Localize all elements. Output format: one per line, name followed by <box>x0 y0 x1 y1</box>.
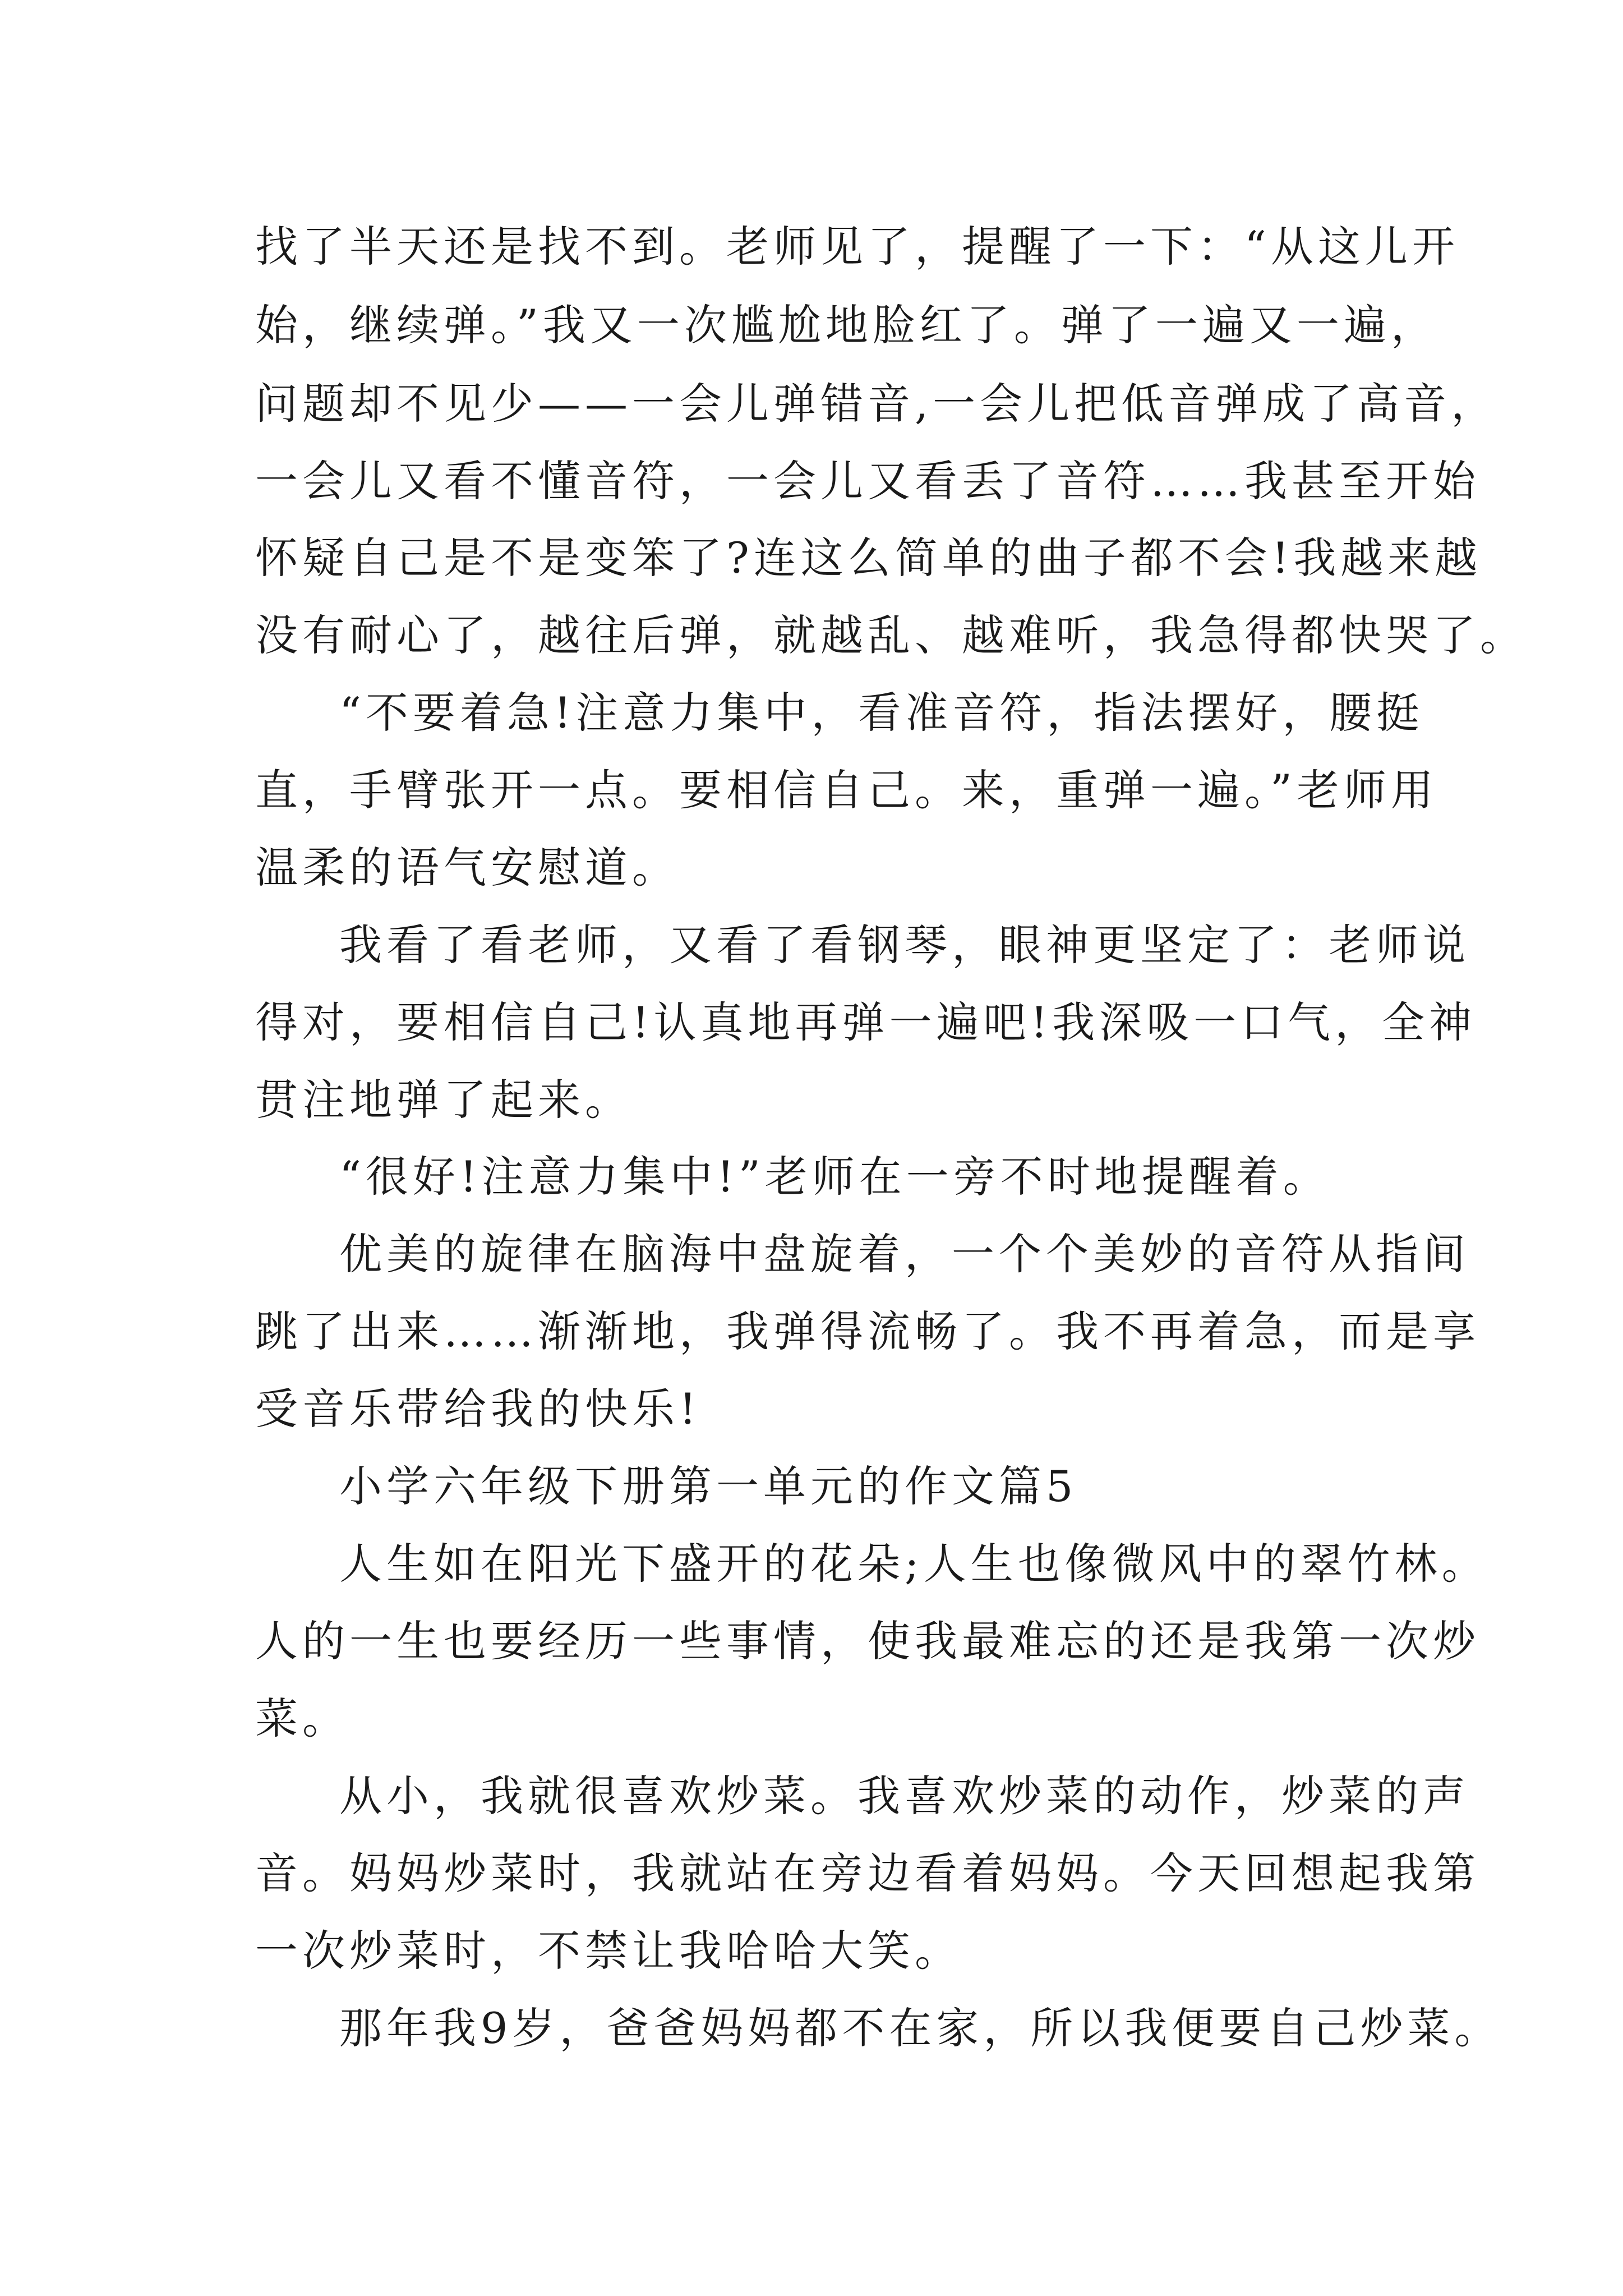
text-line: 贯注地弹了起来。 <box>255 1075 632 1125</box>
paragraph-start-line: 我看了看老师，又看了看钢琴，眼神更坚定了：老师说 <box>339 920 1470 970</box>
paragraph-start-line: “不要着急!注意力集中，看准音符，指法摆好，腰挺 <box>339 688 1424 738</box>
text-line: 始，继续弹。”我又一次尴尬地脸红了。弹了一遍又一遍， <box>255 300 1438 350</box>
text-line: 直，手臂张开一点。要相信自己。来，重弹一遍。”老师用 <box>255 765 1438 815</box>
text-line: 人的一生也要经历一些事情，使我最难忘的还是我第一次炒 <box>255 1616 1480 1666</box>
text-line: 问题却不见少——一会儿弹错音,一会儿把低音弹成了高音， <box>255 379 1498 429</box>
paragraph-start-line: 从小，我就很喜欢炒菜。我喜欢炒菜的动作，炒菜的声 <box>339 1771 1470 1821</box>
paragraph-start-line: “很好!注意力集中!”老师在一旁不时地提醒着。 <box>339 1152 1330 1202</box>
paragraph-start-line: 优美的旋律在脑海中盘旋着，一个个美妙的音符从指间 <box>339 1229 1470 1279</box>
text-line: 菜。 <box>255 1694 349 1743</box>
paragraph-start-line: 人生如在阳光下盛开的花朵;人生也像微风中的翠竹林。 <box>339 1539 1489 1589</box>
text-line: 受音乐带给我的快乐! <box>255 1384 701 1434</box>
text-line: 音。妈妈炒菜时，我就站在旁边看着妈妈。今天回想起我第 <box>255 1848 1480 1898</box>
text-line: 一会儿又看不懂音符，一会儿又看丢了音符……我甚至开始 <box>255 456 1480 506</box>
text-line: 找了半天还是找不到。老师见了，提醒了一下：“从这儿开 <box>255 222 1459 272</box>
paragraph-start-line: 那年我9岁，爸爸妈妈都不在家，所以我便要自己炒菜。 <box>339 2003 1502 2053</box>
text-line: 跳了出来……渐渐地，我弹得流畅了。我不再着急，而是享 <box>255 1306 1480 1356</box>
text-line: 没有耐心了，越往后弹，就越乱、越难听，我急得都快哭了。 <box>255 610 1527 660</box>
text-line: 得对，要相信自己!认真地再弹一遍吧!我深吸一口气，全神 <box>255 997 1477 1047</box>
text-line: 怀疑自己是不是变笨了?连这么简单的曲子都不会!我越来越 <box>255 533 1482 583</box>
section-heading: 小学六年级下册第一单元的作文篇5 <box>339 1461 1078 1511</box>
text-line: 温柔的语气安慰道。 <box>255 843 679 892</box>
text-line: 一次炒菜时，不禁让我哈哈大笑。 <box>255 1926 962 1976</box>
